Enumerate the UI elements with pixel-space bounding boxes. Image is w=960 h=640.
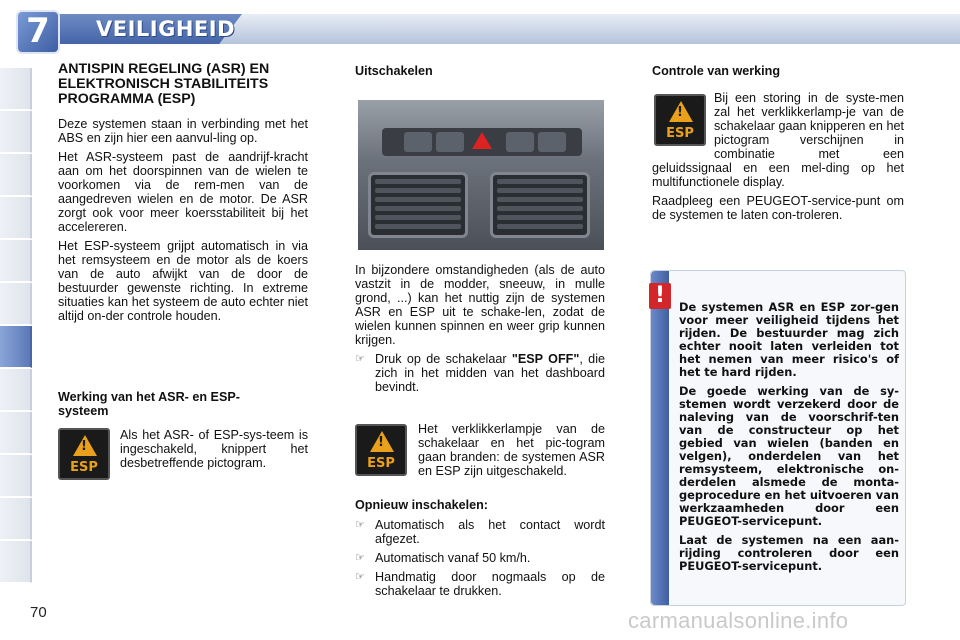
paragraph: In bijzondere omstandigheden (als de auto vastzit in de modder, sneeuw, in mulle grond, ...) kan het nuttig zijn de systemen ASR en ESP uit te schake-len, zodat de wielen kunnen spinnen en weer grip kunnen krijgen. [355, 263, 605, 347]
icon-description: Het verklikkerlampje van de schakelaar en het pic-togram gaan branden: de systemen ASR en ESP zijn uitgeschakeld. [418, 422, 605, 478]
middle-column [355, 263, 605, 399]
side-tab[interactable] [0, 283, 32, 325]
right-column [652, 91, 904, 227]
side-tab[interactable] [0, 240, 32, 282]
paragraph: Raadpleeg een PEUGEOT-service-punt om de systemen te laten con-troleren. [652, 194, 904, 222]
watermark: carmanualsonline.info [628, 608, 849, 633]
esp-warning-icon: ! ESP [654, 94, 706, 146]
subheading-werking: Werking van het ASR- en ESP-systeem [58, 390, 240, 418]
section-heading: ANTISPIN REGELING (ASR) EN ELEKTRONISCH STABILITEITS PROGRAMMA (ESP) [58, 61, 270, 107]
list-item: ☞ Druk op de schakelaar "ESP OFF", die zich in het midden van het dashboard bevindt. [355, 352, 605, 394]
warning-paragraph: De goede werking van de sy-stemen wordt verzekerd door de naleving van de voorschrif-ten van de constructeur op het gebied van wielen (banden en velgen), onderdelen van het remsysteem, elektronische on-derdelen alsmede de monta-geprocedure en het uitvoeren van werkzaamheden door een PEUGEOT-servicepunt. [679, 384, 899, 528]
exclamation-icon: ! [649, 283, 671, 309]
icon-description: Als het ASR- of ESP-sys-teem is ingeschakeld, knippert het desbetreffende pictogram. [120, 428, 308, 470]
side-tab[interactable] [0, 498, 32, 540]
paragraph: Deze systemen staan in verbinding met het ABS en zijn hier een aanvul-ling op. [58, 117, 308, 145]
esp-warning-icon: ! ESP [355, 424, 407, 476]
list-item: ☞ Handmatig door nogmaals op de schakelaar te drukken. [355, 570, 605, 598]
esp-off-label: "ESP OFF" [511, 352, 580, 366]
dashboard-switch-photo [358, 100, 604, 250]
warning-paragraph: Laat de systemen na een aan-rijding controleren door een PEUGEOT-servicepunt. [679, 533, 899, 573]
side-tab[interactable] [0, 68, 32, 110]
side-tab[interactable] [0, 154, 32, 196]
warning-text [679, 301, 899, 579]
subheading-reenable: Opnieuw inschakelen: [355, 498, 488, 512]
paragraph: Het ESP-systeem grijpt automatisch in via het remsysteem en de motor als de koers van de auto afwijkt van de door de bestuurder gewenste richting. In extreme situaties kan het systeem de auto echter niet altijd on-der controle houden. [58, 239, 308, 323]
side-tab[interactable] [0, 541, 32, 583]
page-header [0, 0, 960, 52]
side-tab[interactable] [0, 455, 32, 497]
subheading-uitschakelen: Uitschakelen [355, 64, 433, 78]
warning-side-bar [651, 271, 669, 605]
list-item: ☞ Automatisch als het contact wordt afgezet. [355, 518, 605, 546]
side-tab[interactable] [0, 111, 32, 153]
side-tab[interactable] [0, 197, 32, 239]
paragraph: Bij een storing in de syste-men zal het verklikkerlamp-je van de schakelaar gaan knipperen en het pictogram verschijnen in combinatie met een geluidssignaal en een mel-ding op het multifunctionele display. [652, 91, 904, 189]
warning-box [650, 270, 906, 606]
list-item: ☞ Automatisch vanaf 50 km/h. [355, 551, 531, 565]
reenable-section [355, 498, 605, 603]
chapter-title: VEILIGHEID [96, 17, 236, 41]
warning-paragraph: De systemen ASR en ESP zor-gen voor meer veiligheid tijdens het rijden. De bestuurder mag zich echter nooit laten verleiden tot het nemen van meer risico's of het te hard rijden. [679, 300, 899, 379]
paragraph: Het ASR-systeem past de aandrijf-kracht aan om het doorspinnen van de wielen te voorkomen via de rem-men van de aangedreven wielen en de motor. De ASR zorgt ook voor meer koersstabiliteit bij het accelereren. [58, 150, 308, 234]
page-number: 70 [30, 604, 47, 621]
hand-pointer-icon: ☞ [355, 552, 365, 564]
side-tab[interactable] [0, 412, 32, 454]
chapter-side-tabs [0, 68, 34, 578]
chapter-number-tab: 7 [16, 10, 60, 54]
left-column [58, 62, 308, 328]
hand-pointer-icon: ☞ [355, 519, 365, 531]
hand-pointer-icon: ☞ [355, 571, 365, 583]
side-tab[interactable] [0, 369, 32, 411]
esp-warning-icon: ! ESP [58, 428, 110, 480]
side-tab-active[interactable] [0, 326, 32, 368]
hand-pointer-icon: ☞ [355, 353, 365, 365]
subheading-controle: Controle van werking [652, 64, 781, 78]
